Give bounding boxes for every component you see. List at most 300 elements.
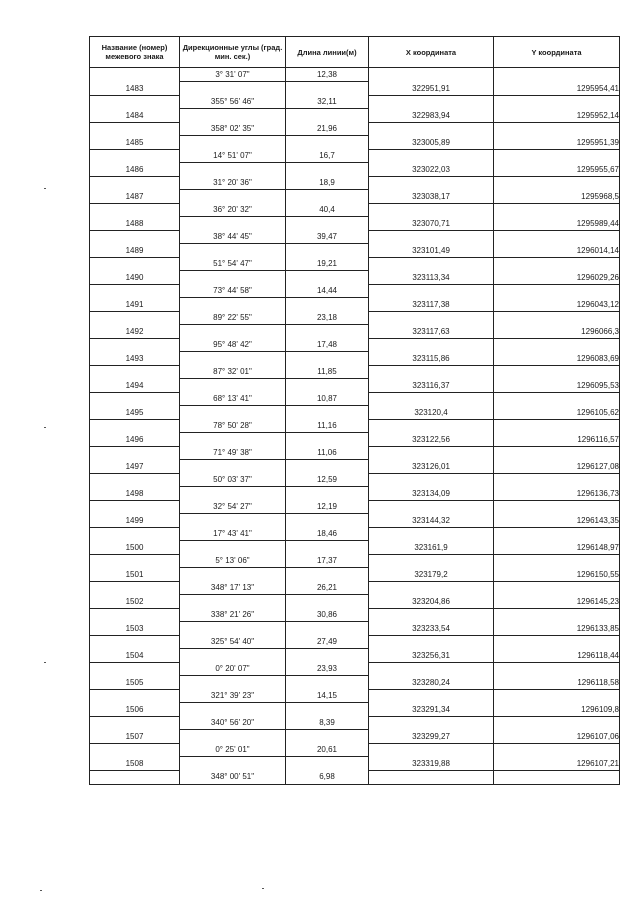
table-row [90, 757, 620, 771]
x-coordinate-cell [369, 149, 494, 163]
y-coordinate-cell: 1295968,5 [494, 190, 620, 204]
table-row [90, 703, 620, 717]
table-row [90, 109, 620, 123]
line-length-cell [286, 298, 369, 312]
table-row [90, 433, 620, 447]
direction-angle-cell [180, 541, 286, 555]
x-coordinate-cell [369, 608, 494, 622]
point-name-cell [90, 500, 180, 514]
y-coordinate-cell [494, 716, 620, 730]
direction-angle-cell [180, 325, 286, 339]
table-row [90, 473, 620, 487]
line-length-cell [286, 703, 369, 717]
line-length-cell [286, 82, 369, 96]
table-row [90, 163, 620, 177]
table-row [90, 446, 620, 460]
y-coordinate-cell [494, 257, 620, 271]
x-coordinate-cell: 323161,9 [369, 541, 494, 555]
x-coordinate-cell [369, 716, 494, 730]
direction-angle-cell: 358° 02' 35" [180, 122, 286, 136]
line-length-cell: 10,87 [286, 392, 369, 406]
table-row [90, 325, 620, 339]
direction-angle-cell: 36° 20' 32" [180, 203, 286, 217]
x-coordinate-cell [369, 176, 494, 190]
direction-angle-cell [180, 649, 286, 663]
point-name-cell [90, 365, 180, 379]
direction-angle-cell [180, 163, 286, 177]
direction-angle-cell: 73° 44' 58" [180, 284, 286, 298]
boundary-coordinates-table [89, 36, 620, 785]
table-row [90, 352, 620, 366]
x-coordinate-cell [369, 689, 494, 703]
y-coordinate-cell: 1295951,39 [494, 136, 620, 150]
point-name-cell [90, 203, 180, 217]
y-coordinate-cell: 1296029,26 [494, 271, 620, 285]
line-length-cell [286, 379, 369, 393]
point-name-cell [90, 284, 180, 298]
point-name-cell: 1501 [90, 568, 180, 582]
table-row [90, 392, 620, 406]
direction-angle-cell: 78° 50' 28" [180, 419, 286, 433]
scan-speck [44, 662, 46, 663]
x-coordinate-cell [369, 446, 494, 460]
x-coordinate-cell: 323113,34 [369, 271, 494, 285]
x-coordinate-cell: 323280,24 [369, 676, 494, 690]
point-name-cell: 1484 [90, 109, 180, 123]
line-length-cell [286, 433, 369, 447]
point-name-cell [90, 770, 180, 784]
table-row [90, 649, 620, 663]
point-name-cell: 1493 [90, 352, 180, 366]
table-row [90, 190, 620, 204]
y-coordinate-cell [494, 662, 620, 676]
y-coordinate-cell [494, 743, 620, 757]
table-row [90, 136, 620, 150]
point-name-cell [90, 338, 180, 352]
direction-angle-cell: 17° 43' 41" [180, 527, 286, 541]
line-length-cell [286, 163, 369, 177]
point-name-cell [90, 662, 180, 676]
line-length-cell: 39,47 [286, 230, 369, 244]
point-name-cell: 1487 [90, 190, 180, 204]
y-coordinate-cell [494, 203, 620, 217]
point-name-cell [90, 554, 180, 568]
y-coordinate-cell: 1296118,58 [494, 676, 620, 690]
table-row [90, 311, 620, 325]
scan-speck [262, 888, 264, 889]
x-coordinate-cell [369, 473, 494, 487]
point-name-cell: 1494 [90, 379, 180, 393]
line-length-cell: 17,37 [286, 554, 369, 568]
y-coordinate-cell [494, 365, 620, 379]
direction-angle-cell: 95° 48' 42" [180, 338, 286, 352]
y-coordinate-cell [494, 95, 620, 109]
line-length-cell: 11,06 [286, 446, 369, 460]
x-coordinate-cell: 323291,34 [369, 703, 494, 717]
point-name-cell: 1491 [90, 298, 180, 312]
point-name-cell [90, 527, 180, 541]
line-length-cell [286, 730, 369, 744]
header-length: Длина линии(м) [286, 37, 369, 68]
direction-angle-cell [180, 514, 286, 528]
direction-angle-cell [180, 757, 286, 771]
y-coordinate-cell [494, 68, 620, 82]
point-name-cell [90, 473, 180, 487]
direction-angle-cell: 89° 22' 55" [180, 311, 286, 325]
point-name-cell: 1505 [90, 676, 180, 690]
direction-angle-cell: 3° 31' 07" [180, 68, 286, 82]
direction-angle-cell: 87° 32' 01" [180, 365, 286, 379]
x-coordinate-cell: 323233,54 [369, 622, 494, 636]
y-coordinate-cell [494, 284, 620, 298]
table-row [90, 581, 620, 595]
point-name-cell [90, 122, 180, 136]
line-length-cell [286, 676, 369, 690]
direction-angle-cell [180, 82, 286, 96]
direction-angle-cell [180, 352, 286, 366]
table-row [90, 662, 620, 676]
table-row [90, 622, 620, 636]
point-name-cell [90, 581, 180, 595]
point-name-cell: 1492 [90, 325, 180, 339]
y-coordinate-cell [494, 230, 620, 244]
x-coordinate-cell [369, 257, 494, 271]
y-coordinate-cell: 1296014,14 [494, 244, 620, 258]
table-row [90, 338, 620, 352]
direction-angle-cell: 0° 25' 01" [180, 743, 286, 757]
table-row [90, 460, 620, 474]
table-row [90, 284, 620, 298]
y-coordinate-cell: 1295955,67 [494, 163, 620, 177]
direction-angle-cell [180, 406, 286, 420]
direction-angle-cell [180, 676, 286, 690]
x-coordinate-cell [369, 95, 494, 109]
table-row [90, 500, 620, 514]
x-coordinate-cell [369, 662, 494, 676]
table-row [90, 419, 620, 433]
point-name-cell: 1507 [90, 730, 180, 744]
table-row [90, 487, 620, 501]
x-coordinate-cell [369, 770, 494, 784]
x-coordinate-cell [369, 122, 494, 136]
x-coordinate-cell: 323134,09 [369, 487, 494, 501]
y-coordinate-cell: 1296105,62 [494, 406, 620, 420]
x-coordinate-cell: 323038,17 [369, 190, 494, 204]
y-coordinate-cell: 1296107,06 [494, 730, 620, 744]
x-coordinate-cell: 322983,94 [369, 109, 494, 123]
table-row [90, 541, 620, 555]
line-length-cell [286, 406, 369, 420]
y-coordinate-cell: 1296116,57 [494, 433, 620, 447]
y-coordinate-cell: 1296107,21 [494, 757, 620, 771]
table-row [90, 379, 620, 393]
x-coordinate-cell: 323117,63 [369, 325, 494, 339]
line-length-cell [286, 460, 369, 474]
direction-angle-cell: 325° 54' 40" [180, 635, 286, 649]
y-coordinate-cell: 1296150,55 [494, 568, 620, 582]
y-coordinate-cell: 1296148,97 [494, 541, 620, 555]
scan-speck [40, 890, 42, 891]
point-name-cell [90, 419, 180, 433]
point-name-cell: 1495 [90, 406, 180, 420]
line-length-cell: 14,44 [286, 284, 369, 298]
x-coordinate-cell [369, 230, 494, 244]
direction-angle-cell: 38° 44' 45" [180, 230, 286, 244]
header-y: Y координата [494, 37, 620, 68]
point-name-cell [90, 230, 180, 244]
line-length-cell: 12,59 [286, 473, 369, 487]
point-name-cell: 1499 [90, 514, 180, 528]
table-row [90, 122, 620, 136]
direction-angle-cell [180, 379, 286, 393]
direction-angle-cell [180, 136, 286, 150]
line-length-cell [286, 271, 369, 285]
y-coordinate-cell [494, 500, 620, 514]
table-row [90, 149, 620, 163]
direction-angle-cell: 348° 00' 51" [180, 770, 286, 784]
point-name-cell: 1508 [90, 757, 180, 771]
point-name-cell [90, 68, 180, 82]
point-name-cell [90, 149, 180, 163]
y-coordinate-cell: 1296043,12 [494, 298, 620, 312]
line-length-cell: 30,86 [286, 608, 369, 622]
x-coordinate-cell: 323256,31 [369, 649, 494, 663]
y-coordinate-cell [494, 311, 620, 325]
x-coordinate-cell [369, 419, 494, 433]
x-coordinate-cell [369, 581, 494, 595]
direction-angle-cell: 32° 54' 27" [180, 500, 286, 514]
table-row [90, 257, 620, 271]
header-name: Название (номер) межевого знака [90, 37, 180, 68]
x-coordinate-cell: 323116,37 [369, 379, 494, 393]
line-length-cell [286, 568, 369, 582]
scan-speck [44, 188, 46, 189]
y-coordinate-cell [494, 419, 620, 433]
y-coordinate-cell [494, 149, 620, 163]
table-row [90, 217, 620, 231]
table-row [90, 365, 620, 379]
point-name-cell: 1504 [90, 649, 180, 663]
y-coordinate-cell [494, 770, 620, 784]
direction-angle-cell [180, 217, 286, 231]
y-coordinate-cell [494, 446, 620, 460]
line-length-cell [286, 757, 369, 771]
direction-angle-cell: 355° 56' 46" [180, 95, 286, 109]
header-x: X координата [369, 37, 494, 68]
x-coordinate-cell [369, 203, 494, 217]
y-coordinate-cell: 1296109,8 [494, 703, 620, 717]
x-coordinate-cell [369, 68, 494, 82]
direction-angle-cell [180, 568, 286, 582]
x-coordinate-cell: 323204,86 [369, 595, 494, 609]
line-length-cell: 16,7 [286, 149, 369, 163]
x-coordinate-cell: 323005,89 [369, 136, 494, 150]
direction-angle-cell: 348° 17' 13" [180, 581, 286, 595]
header-angle: Дирекционные углы (град. мин. сек.) [180, 37, 286, 68]
line-length-cell: 18,46 [286, 527, 369, 541]
y-coordinate-cell [494, 122, 620, 136]
point-name-cell: 1483 [90, 82, 180, 96]
y-coordinate-cell: 1296136,73 [494, 487, 620, 501]
direction-angle-cell: 31° 20' 36" [180, 176, 286, 190]
point-name-cell [90, 446, 180, 460]
line-length-cell: 26,21 [286, 581, 369, 595]
x-coordinate-cell: 323144,32 [369, 514, 494, 528]
table-row [90, 82, 620, 96]
table-row [90, 244, 620, 258]
direction-angle-cell [180, 703, 286, 717]
point-name-cell: 1496 [90, 433, 180, 447]
direction-angle-cell [180, 622, 286, 636]
y-coordinate-cell [494, 608, 620, 622]
line-length-cell: 20,61 [286, 743, 369, 757]
point-name-cell: 1489 [90, 244, 180, 258]
y-coordinate-cell [494, 176, 620, 190]
scan-speck [44, 427, 46, 428]
line-length-cell: 23,18 [286, 311, 369, 325]
y-coordinate-cell: 1295954,41 [494, 82, 620, 96]
point-name-cell: 1490 [90, 271, 180, 285]
y-coordinate-cell [494, 473, 620, 487]
point-name-cell: 1488 [90, 217, 180, 231]
point-name-cell: 1503 [90, 622, 180, 636]
direction-angle-cell: 51° 54' 47" [180, 257, 286, 271]
table-row [90, 568, 620, 582]
point-name-cell [90, 608, 180, 622]
line-length-cell [286, 622, 369, 636]
line-length-cell [286, 514, 369, 528]
x-coordinate-cell: 323319,88 [369, 757, 494, 771]
line-length-cell [286, 487, 369, 501]
x-coordinate-cell [369, 527, 494, 541]
line-length-cell: 11,85 [286, 365, 369, 379]
table-row [90, 527, 620, 541]
direction-angle-cell [180, 730, 286, 744]
point-name-cell: 1498 [90, 487, 180, 501]
line-length-cell [286, 649, 369, 663]
direction-angle-cell: 0° 20' 07" [180, 662, 286, 676]
direction-angle-cell [180, 433, 286, 447]
x-coordinate-cell [369, 311, 494, 325]
point-name-cell: 1485 [90, 136, 180, 150]
table-row [90, 716, 620, 730]
direction-angle-cell: 71° 49' 38" [180, 446, 286, 460]
point-name-cell [90, 95, 180, 109]
line-length-cell: 21,96 [286, 122, 369, 136]
point-name-cell: 1500 [90, 541, 180, 555]
direction-angle-cell [180, 109, 286, 123]
table-row [90, 68, 620, 82]
y-coordinate-cell: 1296095,53 [494, 379, 620, 393]
line-length-cell [286, 190, 369, 204]
direction-angle-cell: 50° 03' 37" [180, 473, 286, 487]
table-row [90, 230, 620, 244]
x-coordinate-cell: 323101,49 [369, 244, 494, 258]
x-coordinate-cell: 323126,01 [369, 460, 494, 474]
y-coordinate-cell: 1296143,35 [494, 514, 620, 528]
point-name-cell: 1506 [90, 703, 180, 717]
x-coordinate-cell [369, 554, 494, 568]
direction-angle-cell [180, 460, 286, 474]
point-name-cell: 1502 [90, 595, 180, 609]
point-name-cell [90, 689, 180, 703]
line-length-cell: 8,39 [286, 716, 369, 730]
line-length-cell: 14,15 [286, 689, 369, 703]
point-name-cell: 1486 [90, 163, 180, 177]
direction-angle-cell [180, 271, 286, 285]
table-row [90, 770, 620, 784]
direction-angle-cell [180, 244, 286, 258]
table-row [90, 554, 620, 568]
line-length-cell: 40,4 [286, 203, 369, 217]
direction-angle-cell: 14° 51' 07" [180, 149, 286, 163]
line-length-cell [286, 595, 369, 609]
table-row [90, 514, 620, 528]
x-coordinate-cell [369, 500, 494, 514]
table-row [90, 271, 620, 285]
table-row [90, 298, 620, 312]
line-length-cell [286, 325, 369, 339]
direction-angle-cell [180, 190, 286, 204]
y-coordinate-cell: 1296066,3 [494, 325, 620, 339]
table-row [90, 676, 620, 690]
direction-angle-cell: 68° 13' 41" [180, 392, 286, 406]
y-coordinate-cell [494, 554, 620, 568]
table-body [90, 68, 620, 785]
direction-angle-cell [180, 298, 286, 312]
direction-angle-cell: 321° 39' 23" [180, 689, 286, 703]
x-coordinate-cell [369, 743, 494, 757]
y-coordinate-cell: 1296133,85 [494, 622, 620, 636]
point-name-cell [90, 392, 180, 406]
line-length-cell: 27,49 [286, 635, 369, 649]
y-coordinate-cell: 1296145,23 [494, 595, 620, 609]
line-length-cell [286, 109, 369, 123]
y-coordinate-cell: 1295989,44 [494, 217, 620, 231]
y-coordinate-cell [494, 689, 620, 703]
y-coordinate-cell: 1296118,44 [494, 649, 620, 663]
direction-angle-cell: 340° 56' 20" [180, 716, 286, 730]
point-name-cell [90, 635, 180, 649]
x-coordinate-cell: 323117,38 [369, 298, 494, 312]
table-row [90, 95, 620, 109]
x-coordinate-cell: 323299,27 [369, 730, 494, 744]
y-coordinate-cell: 1296127,08 [494, 460, 620, 474]
y-coordinate-cell [494, 581, 620, 595]
line-length-cell [286, 352, 369, 366]
y-coordinate-cell [494, 527, 620, 541]
line-length-cell: 32,11 [286, 95, 369, 109]
direction-angle-cell: 338° 21' 26" [180, 608, 286, 622]
table-row [90, 689, 620, 703]
line-length-cell: 12,19 [286, 500, 369, 514]
point-name-cell [90, 257, 180, 271]
point-name-cell [90, 716, 180, 730]
line-length-cell: 17,48 [286, 338, 369, 352]
table-row [90, 730, 620, 744]
line-length-cell: 19,21 [286, 257, 369, 271]
line-length-cell: 11,16 [286, 419, 369, 433]
y-coordinate-cell [494, 392, 620, 406]
x-coordinate-cell: 322951,91 [369, 82, 494, 96]
x-coordinate-cell [369, 635, 494, 649]
x-coordinate-cell: 323179,2 [369, 568, 494, 582]
x-coordinate-cell [369, 338, 494, 352]
line-length-cell [286, 244, 369, 258]
line-length-cell: 18,9 [286, 176, 369, 190]
x-coordinate-cell: 323022,03 [369, 163, 494, 177]
x-coordinate-cell: 323122,56 [369, 433, 494, 447]
